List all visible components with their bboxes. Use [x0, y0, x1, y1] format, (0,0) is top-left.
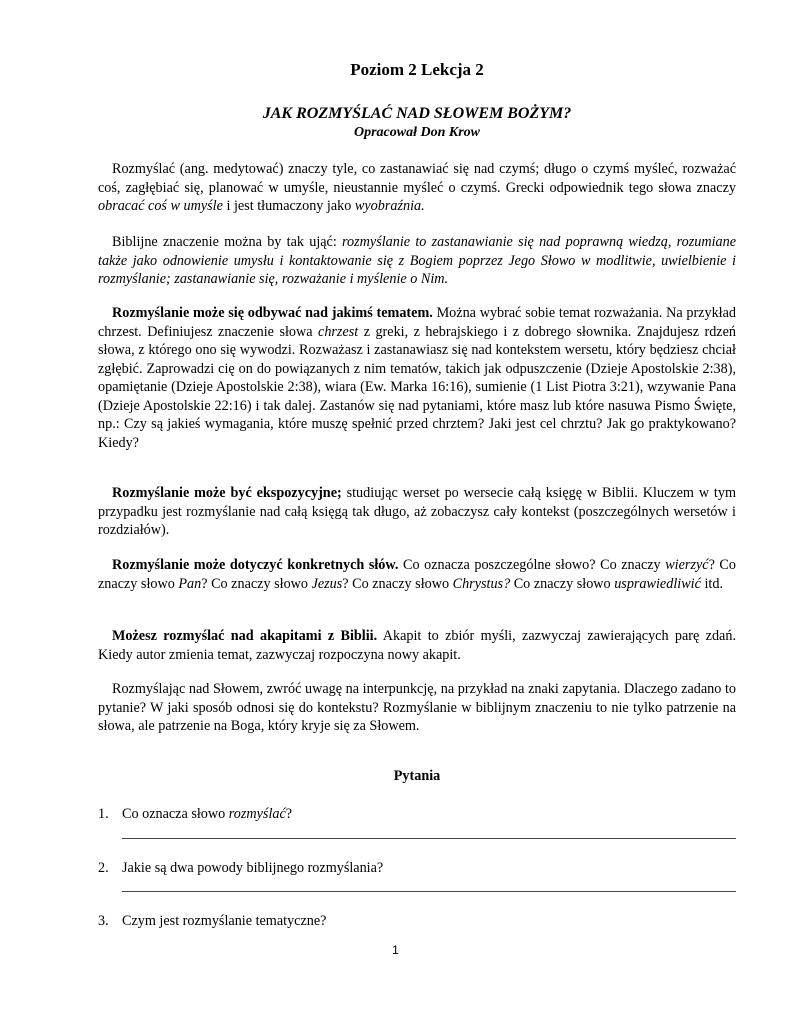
text-segment: i jest tłumaczony jako	[222, 198, 355, 214]
paragraph	[98, 233, 736, 289]
text-segment: Czym jest rozmyślanie tematyczne?	[122, 913, 327, 929]
page-number: 1	[392, 943, 399, 957]
paragraph	[98, 484, 736, 540]
question-number: 3.	[98, 913, 109, 929]
text-segment: ? Co znaczy słowo	[342, 575, 453, 592]
question-text	[122, 806, 292, 823]
text-segment: Rozmyślanie może się odbywać nad jakimś tematem.	[112, 305, 433, 321]
paragraph	[98, 160, 736, 216]
text-segment: z greki, z hebrajskiego i z dobrego słownika. Znajdujesz rdzeń słowa, z którego ono się wywodzi. Rozważasz i zastanawiasz się nad kontekstem wersetu, który będziesz chciał zgłębić. Zaprowadzi cię on do powiązanych z nim tematów, takich jak odpuszczenie (Dzieje Apostolskie 2:38), opamiętanie (Dzieje Apostolskie 2:38), wiara (Ew. Marka 16:16), sumienie (1 List Piotra 3:21), wzywanie Pana (Dzieje Apostolskie 22:16) i tak dalej. Zastanów się nad pytaniami, które masz lub które nasuwa Pismo Święte, np.: Czy są jakieś wymagania, które muszę spełnić przed chrztem? Jaki jest cel chrztu? Jak go praktykowano? Kiedy?	[98, 323, 736, 451]
text-segment: Rozmyślać (ang. medytować) znaczy tyle, co zastanawiać się nad czymś; długo o czymś myśleć, rozważać coś, zagłębiać się, planować w umyśle, nieustannie myśleć o czymś. Grecki odpowiednik tego słowa znaczy	[98, 161, 736, 196]
text-segment: ? Co znaczy słowo	[98, 557, 736, 592]
text-segment: rozmyślać	[228, 806, 286, 822]
text-segment: Rozmyślanie może dotyczyć konkretnych słów.	[112, 557, 399, 573]
text-segment: usprawiedliwić	[614, 575, 701, 592]
questions-heading: Pytania	[393, 768, 441, 784]
text-segment: Co znaczy słowo	[510, 575, 615, 592]
question-text	[122, 913, 326, 930]
paragraph	[98, 556, 736, 593]
paragraph	[98, 627, 736, 664]
text-segment: Rozmyślając nad Słowem, zwróć uwagę na interpunkcję, na przykład na znaki zapytania. Dlaczego zadano to pytanie? W jaki sposób odnosi się do kontekstu? Rozmyślanie w biblijnym znaczeniu to nie tylko patrzenie na słowa, ale patrzenie na Boga, który kryje się za Słowem.	[98, 681, 736, 734]
text-segment: itd.	[700, 575, 723, 592]
text-segment: wierzyć	[665, 557, 709, 573]
question-number: 2.	[98, 860, 109, 876]
text-segment: Rozmyślanie może być ekspozycyjne;	[112, 485, 342, 501]
text-segment: Akapit to zbiór myśli, zazwyczaj zawierających parę zdań. Kiedy autor zmienia temat, zazwyczaj rozpoczyna nowy akapit.	[98, 628, 736, 663]
author-line: Opracował Don Krow	[353, 125, 481, 140]
text-segment: Co oznacza słowo	[122, 806, 229, 822]
text-segment: chrzest	[318, 323, 359, 340]
text-segment: wyobraźnia.	[354, 198, 425, 214]
text-segment: Pan	[178, 575, 202, 592]
question-text	[122, 860, 383, 877]
text-segment: Jakie są dwa powody biblijnego rozmyślania?	[122, 860, 384, 876]
question-number: 1.	[98, 806, 109, 822]
text-segment: ? Co znaczy słowo	[201, 575, 312, 592]
text-segment: Biblijne znaczenie można by tak ująć:	[112, 234, 343, 250]
text-segment: ?	[285, 806, 293, 822]
text-segment: Jezus	[311, 575, 343, 592]
text-segment: obracać coś w umyśle	[98, 198, 223, 214]
paragraph	[98, 304, 736, 452]
lesson-title: Poziom 2 Lekcja 2	[350, 60, 484, 79]
text-segment: Można wybrać sobie temat rozważania. Na przykład chrzest. Definiujesz znaczenie słowa	[98, 305, 736, 340]
text-segment: Chrystus?	[452, 575, 511, 592]
text-segment: Możesz rozmyślać nad akapitami z Biblii.	[112, 628, 378, 644]
paragraph	[98, 680, 736, 736]
lesson-subtitle: JAK ROZMYŚLAĆ NAD SŁOWEM BOŻYM?	[262, 105, 572, 122]
answer-line[interactable]	[122, 838, 736, 839]
text-segment: studiując werset po wersecie całą księgę w Biblii. Kluczem w tym przypadku jest rozmyślanie nad całą księgą tak długo, aż zobaczysz cały kontekst (poszczególnych wersetów i rozdziałów).	[98, 485, 737, 538]
text-segment: rozmyślanie to zastanawianie się nad poprawną wiedzą, rozumiane także jako odnowienie umysłu i kontaktowanie się z Bogiem poprzez Jego Słowo w modlitwie, uwielbienie i rozmyślanie; zastanawianie się, rozważanie i myślenie o Nim.	[98, 234, 736, 287]
answer-line[interactable]	[122, 891, 736, 892]
text-segment: Co oznacza poszczególne słowo? Co znaczy	[398, 557, 666, 573]
